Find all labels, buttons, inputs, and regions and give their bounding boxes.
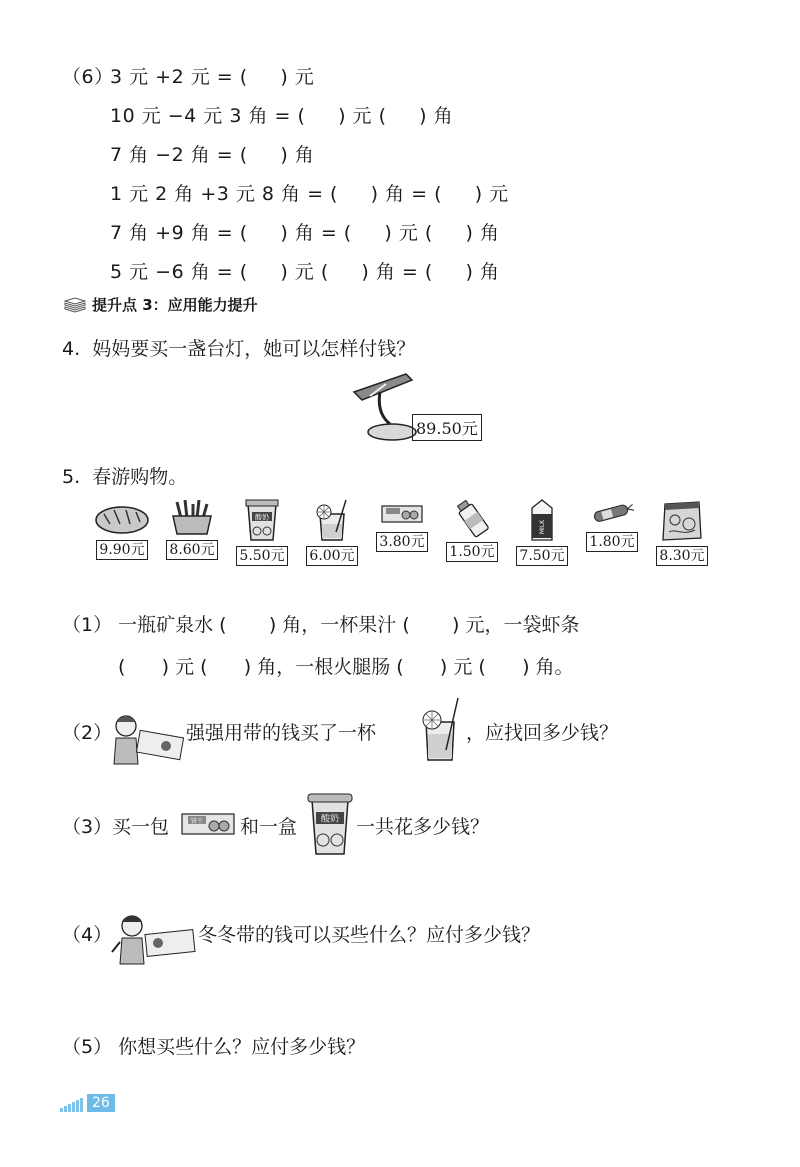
section-title: 提升点 3：应用能力提升 (92, 296, 258, 314)
sub-question-1-line2: ( ) 元 ( ) 角，一根火腿肠 ( ) 元 ( ) 角。 (118, 656, 574, 678)
yogurt-icon (242, 498, 282, 542)
item-yogurt (227, 498, 297, 566)
price-tag: 6.00元 (306, 546, 357, 566)
item-water-bottle (437, 498, 507, 562)
juice-icon (418, 694, 462, 762)
water-bottle-icon (452, 498, 492, 538)
price-tag: 8.30元 (656, 546, 707, 566)
biscuit-icon (378, 498, 426, 528)
price-tag: 1.50元 (446, 542, 497, 562)
equation-line: 1 元 2 角 +3 元 8 角 = ( ) 角 = ( ) 元 (110, 183, 509, 205)
question-5: 5. 春游购物。 (62, 466, 188, 488)
item-bread (87, 498, 157, 560)
price-tag: 7.50元 (516, 546, 567, 566)
equation-line: 5 元 −6 角 = ( ) 元 ( ) 角 = ( ) 角 (110, 261, 500, 283)
price-tag: 8.60元 (166, 540, 217, 560)
part6-label: （6） (62, 66, 114, 88)
sub-question-3-text-b: 和一盒 (240, 816, 298, 838)
equation-line: 3 元 +2 元 = ( ) 元 (110, 66, 315, 88)
sub-question-4-label: （4） (62, 924, 113, 946)
yogurt-icon (304, 790, 356, 856)
section-heading (64, 294, 258, 315)
equation-line: 7 角 −2 角 = ( ) 角 (110, 144, 315, 166)
biscuit-label: 饼干 (190, 818, 204, 825)
item-shrimp-chips (647, 498, 717, 566)
item-milk-carton (507, 498, 577, 566)
sausage-icon (588, 498, 636, 528)
question-4: 4. 妈妈要买一盏台灯，她可以怎样付钱？ (62, 338, 416, 360)
shrimp-chips-icon (659, 498, 705, 542)
price-tag: 3.80元 (376, 532, 427, 552)
sub-question-2-text-a: 强强用带的钱买了一杯 (186, 722, 377, 744)
yogurt-label: 酸奶 (320, 814, 340, 825)
sub-question-4-text: 冬冬带的钱可以买些什么？应付多少钱？ (198, 924, 541, 946)
item-sausage (577, 498, 647, 552)
yogurt-label: 酸奶 (255, 513, 269, 522)
sub-question-2-label: （2） (62, 722, 113, 744)
sub-question-3-label: （3） (62, 816, 113, 838)
sub-question-1-line1: （1） 一瓶矿泉水 ( ) 角，一杯果汁 ( ) 元，一袋虾条 (62, 614, 580, 636)
milk-label: MILK (539, 519, 546, 535)
page-number: 26 (87, 1094, 115, 1112)
price-tag: 9.90元 (96, 540, 147, 560)
sub-question-5: （5） 你想买些什么？应付多少钱？ (62, 1036, 366, 1058)
item-fries (157, 498, 227, 560)
price-tag: 5.50元 (236, 546, 287, 566)
sub-question-2-text-b: ，应找回多少钱？ (466, 722, 619, 744)
price-tag: 1.80元 (586, 532, 637, 552)
lamp-price-tag: 89.50元 (412, 414, 482, 441)
bread-icon (94, 498, 150, 536)
desk-lamp-icon (350, 370, 420, 442)
equation-line: 7 角 +9 角 = ( ) 角 = ( ) 元 ( ) 角 (110, 222, 500, 244)
fries-icon (167, 498, 217, 536)
child-with-money-icon (110, 912, 196, 968)
book-stack-icon (64, 297, 86, 313)
page-number-badge (60, 1094, 115, 1112)
equation-line: 10 元 −4 元 3 角 = ( ) 元 ( ) 角 (110, 105, 454, 127)
milk-carton-icon (522, 498, 562, 542)
child-with-money-icon (110, 712, 184, 768)
shopping-items (87, 498, 707, 578)
juice-icon (312, 498, 352, 542)
item-biscuit (367, 498, 437, 552)
sub-question-3-text-a: 买一包 (112, 816, 170, 838)
item-juice (297, 498, 367, 566)
biscuit-icon (178, 806, 238, 840)
sub-question-3-text-c: 一共花多少钱？ (356, 816, 490, 838)
